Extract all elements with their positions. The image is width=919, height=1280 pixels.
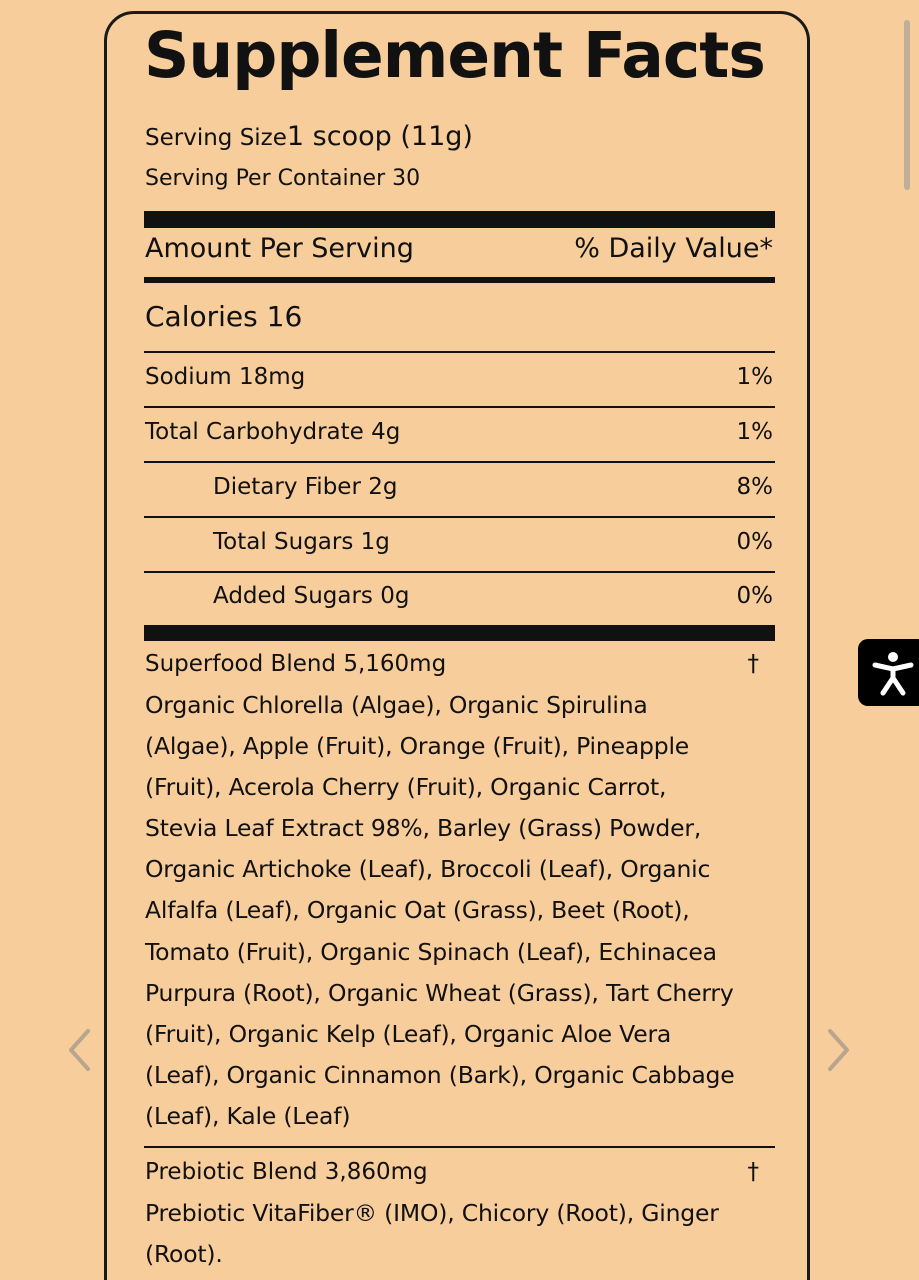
ingredient-line: (Fruit), Acerola Cherry (Fruit), Organic Carrot, [145, 773, 667, 802]
divider-thick [144, 625, 775, 641]
divider-thin [144, 1146, 775, 1148]
ingredient-line: (Root). [145, 1240, 223, 1269]
ingredient-line: Organic Artichoke (Leaf), Broccoli (Leaf), Organic [145, 855, 711, 884]
nutrient-row [145, 583, 773, 611]
calories-label: Calories 16 [145, 300, 303, 333]
nutrient-row [145, 364, 773, 392]
dagger-mark: † [747, 1159, 759, 1185]
nutrient-row [145, 474, 773, 502]
ingredient-line: Prebiotic VitaFiber® (IMO), Chicory (Root), Ginger [145, 1199, 719, 1227]
calories-row [145, 300, 773, 334]
previous-image-button[interactable] [62, 1026, 98, 1074]
nutrient-label: Dietary Fiber 2g [213, 474, 398, 500]
blend-name: Prebiotic Blend 3,860mg [145, 1159, 428, 1185]
ingredient-line: Purpura (Root), Organic Wheat (Grass), Tart Cherry [145, 978, 734, 1007]
ingredient-line: (Leaf), Kale (Leaf) [145, 1101, 351, 1130]
ingredient-line: (Fruit), Organic Kelp (Leaf), Organic Aloe Vera [145, 1019, 672, 1048]
page-title: Supplement Facts [144, 19, 765, 92]
nutrient-label: Total Carbohydrate 4g [145, 419, 401, 445]
prebiotic-blend-ingredients [145, 1193, 780, 1275]
divider-medium [144, 277, 775, 283]
ingredient-line: (Leaf), Organic Cinnamon (Bark), Organic Cabbage [145, 1060, 735, 1089]
nutrient-daily-value: 0% [736, 583, 773, 609]
nutrient-label: Sodium 18mg [145, 364, 306, 390]
ingredient-line: Tomato (Fruit), Organic Spinach (Leaf), Echinacea [145, 937, 717, 966]
divider-thin [144, 516, 775, 518]
accessibility-icon [871, 649, 915, 697]
ingredient-line: Stevia Leaf Extract 98%, Barley (Grass) Powder, [145, 814, 702, 843]
chevron-left-icon [62, 1026, 98, 1074]
next-image-button[interactable] [820, 1026, 856, 1074]
nutrient-daily-value: 0% [736, 529, 773, 555]
amount-header-row [145, 233, 773, 265]
servings-per-container: Serving Per Container 30 [145, 166, 421, 191]
chevron-right-icon [820, 1026, 856, 1074]
serving-size [145, 121, 473, 153]
amount-per-serving-label: Amount Per Serving [145, 233, 414, 264]
nutrient-row [145, 419, 773, 447]
ingredient-line: Alfalfa (Leaf), Organic Oat (Grass), Beet (Root), [145, 896, 690, 925]
dagger-mark: † [747, 651, 759, 677]
nutrient-label: Total Sugars 1g [213, 529, 390, 555]
ingredient-line: Organic Chlorella (Algae), Organic Spirulina [145, 691, 648, 719]
divider-thick [144, 211, 775, 228]
divider-thin [144, 351, 775, 353]
nutrient-label: Added Sugars 0g [213, 583, 410, 609]
daily-value-label: % Daily Value* [574, 233, 773, 264]
nutrient-row [145, 529, 773, 557]
serving-size-label: Serving Size [145, 125, 287, 151]
scrollbar-thumb[interactable] [904, 20, 910, 190]
blend-name: Superfood Blend 5,160mg [145, 651, 447, 677]
nutrient-daily-value: 8% [736, 474, 773, 500]
ingredient-line: (Algae), Apple (Fruit), Orange (Fruit), Pineapple [145, 732, 690, 761]
nutrient-daily-value: 1% [736, 364, 773, 390]
divider-thin [144, 406, 775, 408]
nutrient-daily-value: 1% [736, 419, 773, 445]
divider-thin [144, 571, 775, 573]
prebiotic-blend-header [145, 1159, 759, 1187]
superfood-blend-header [145, 651, 759, 679]
serving-size-value: 1 scoop (11g) [286, 121, 473, 152]
superfood-blend-ingredients [145, 685, 780, 1137]
divider-thin [144, 461, 775, 463]
accessibility-button[interactable] [858, 639, 919, 706]
